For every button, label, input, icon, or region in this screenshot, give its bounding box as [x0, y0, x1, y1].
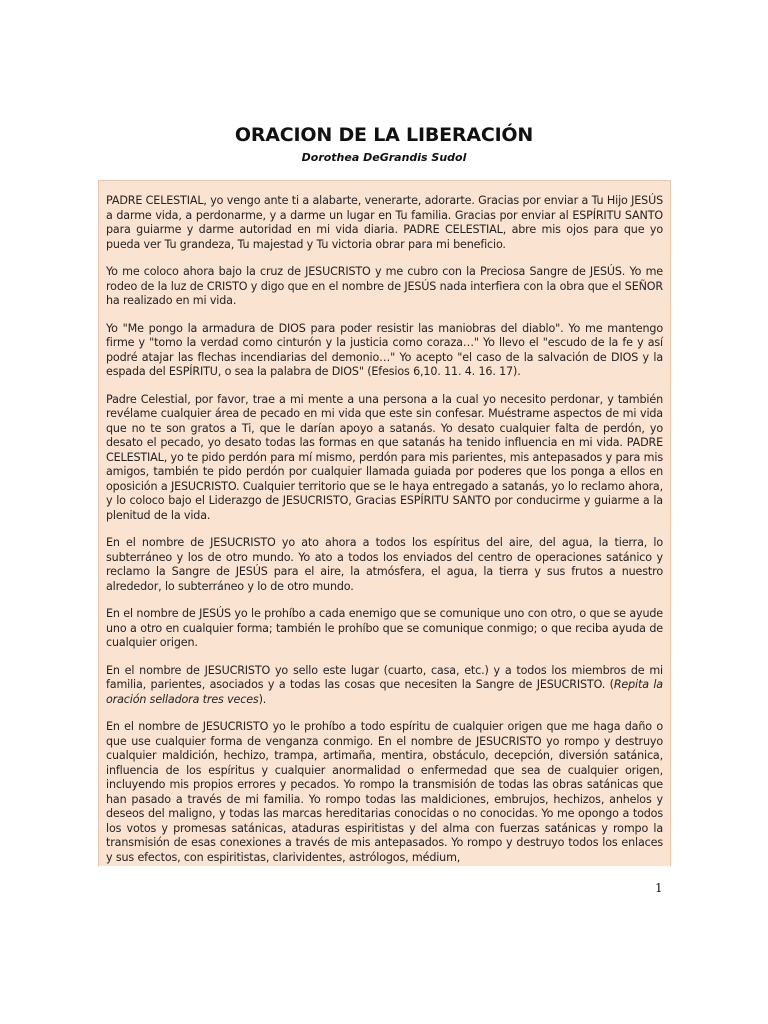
paragraph: En el nombre de JESUCRISTO yo ato ahora a todos los espíritus del aire, del agua, la tierra, lo subterráneo y los de otro mundo. Yo ato a todos los enviados del centro de operaciones satánico y reclamo la Sangre de JESÚS para el aire, la atmósfera, el agua, la tierra y sus frutos a nuestro alrededor, lo subterráneo y lo de otro mundo. [106, 536, 663, 593]
paragraph: Yo me coloco ahora bajo la cruz de JESUCRISTO y me cubro con la Preciosa Sangre de JESÚS. Yo me rodeo de la luz de CRISTO y digo que en el nombre de JESÚS nada interfiera con la obra que el SEÑOR ha realizado en mi vida. [106, 265, 663, 307]
paragraph: En el nombre de JESUCRISTO yo sello este lugar (cuarto, casa, etc.) y a todos los miembros de mi familia, parientes, asociados y a todas las cosas que necesiten la Sangre de JESUCRISTO. (Repita la oración selladora tres veces). [106, 663, 663, 706]
document-title: ORACION DE LA LIBERACIÓN [234, 124, 534, 146]
paragraph: PADRE CELESTIAL, yo vengo ante ti a alabarte, venerarte, adorarte. Gracias por enviar a Tu Hijo JESÚS a darme vida, a perdonarme, y a darme un lugar en Tu familia. Gracias por enviar al ESPÍRITU SANTO para guiarme y darme autoridad en mi vida diaria. PADRE CELESTIAL, abre mis ojos para que yo pueda ver Tu grandeza, Tu majestad y Tu victoria obrar para mi beneficio. [106, 194, 663, 251]
paragraph: En el nombre de JESÚS yo le prohíbo a cada enemigo que se comunique uno con otro, o que se ayude uno a otro en cualquier forma; también le prohíbo que se comunique conmigo; o que reciba ayuda de cualquier origen. [106, 607, 663, 649]
page-number: 1 [655, 881, 663, 895]
italic-note: Repita la oración selladora tres veces [106, 678, 663, 706]
document-author: Dorothea DeGrandis Sudol [301, 151, 467, 164]
paragraph: Yo "Me pongo la armadura de DIOS para poder resistir las maniobras del diablo". Yo me mantengo firme y "tomo la verdad como cinturón y la justicia como coraza…" Yo llevo el "escudo de la fe y así podré atajar las flechas incendiarias del demonio…" Yo acepto "el caso de la salvación de DIOS y la espada del ESPÍRITU, o sea la palabra de DIOS" (Efesios 6,10. 11. 4. 16. 17). [106, 321, 663, 378]
paragraph: Padre Celestial, por favor, trae a mi mente a una persona a la cual yo necesito perdonar, y también revélame cualquier área de pecado en mi vida que este sin confesar. Muéstrame aspectos de mi vida que no te son gratos a Ti, que le darían apoyo a satanás. Yo desato cualquier falta de perdón, yo desato el pecado, yo desato todas las formas en que satanás ha tenido influencia en mi vida. PADRE CELESTIAL, yo te pido perdón para mí mismo, perdón para mis parientes, mis antepasados y para mis amigos, también te pido perdón por cualquier llamada guiada por poderes que los ponga a ellos en oposición a JESUCRISTO. Cualquier territorio que se le haya entregado a satanás, yo lo reclamo ahora, y lo coloco bajo el Liderazgo de JESUCRISTO, Gracias ESPÍRITU SANTO por conducirme y guiarme a la plenitud de la vida. [106, 392, 663, 522]
prayer-text-box [98, 180, 671, 866]
paragraph: En el nombre de JESUCRISTO yo le prohíbo a todo espíritu de cualquier origen que me haga daño o que use cualquier forma de venganza conmigo. En el nombre de JESUCRISTO yo rompo y destruyo cualquier maldición, hechizo, trampa, artimaña, mentira, obstáculo, decepción, diversión satánica, influencia de los espíritus y cualquier anormalidad o enfermedad que sea de cualquier origen, incluyendo mis propios errores y pecados. Yo rompo la transmisión de todas las obras satánicas que han pasado a través de mi familia. Yo rompo todas las maldiciones, embrujos, hechizos, anhelos y deseos del maligno, y todas las marcas hereditarias conocidas o no conocidas. Yo me opongo a todos los votos y promesas satánicas, ataduras espiritistas y del alma con fuerzas satánicas y rompo la transmisión de esas conexiones a través de mis antepasados. Yo rompo y destruyo todos los enlaces y sus efectos, con espiritistas, clarividentes, astrólogos, médium, [106, 720, 663, 864]
